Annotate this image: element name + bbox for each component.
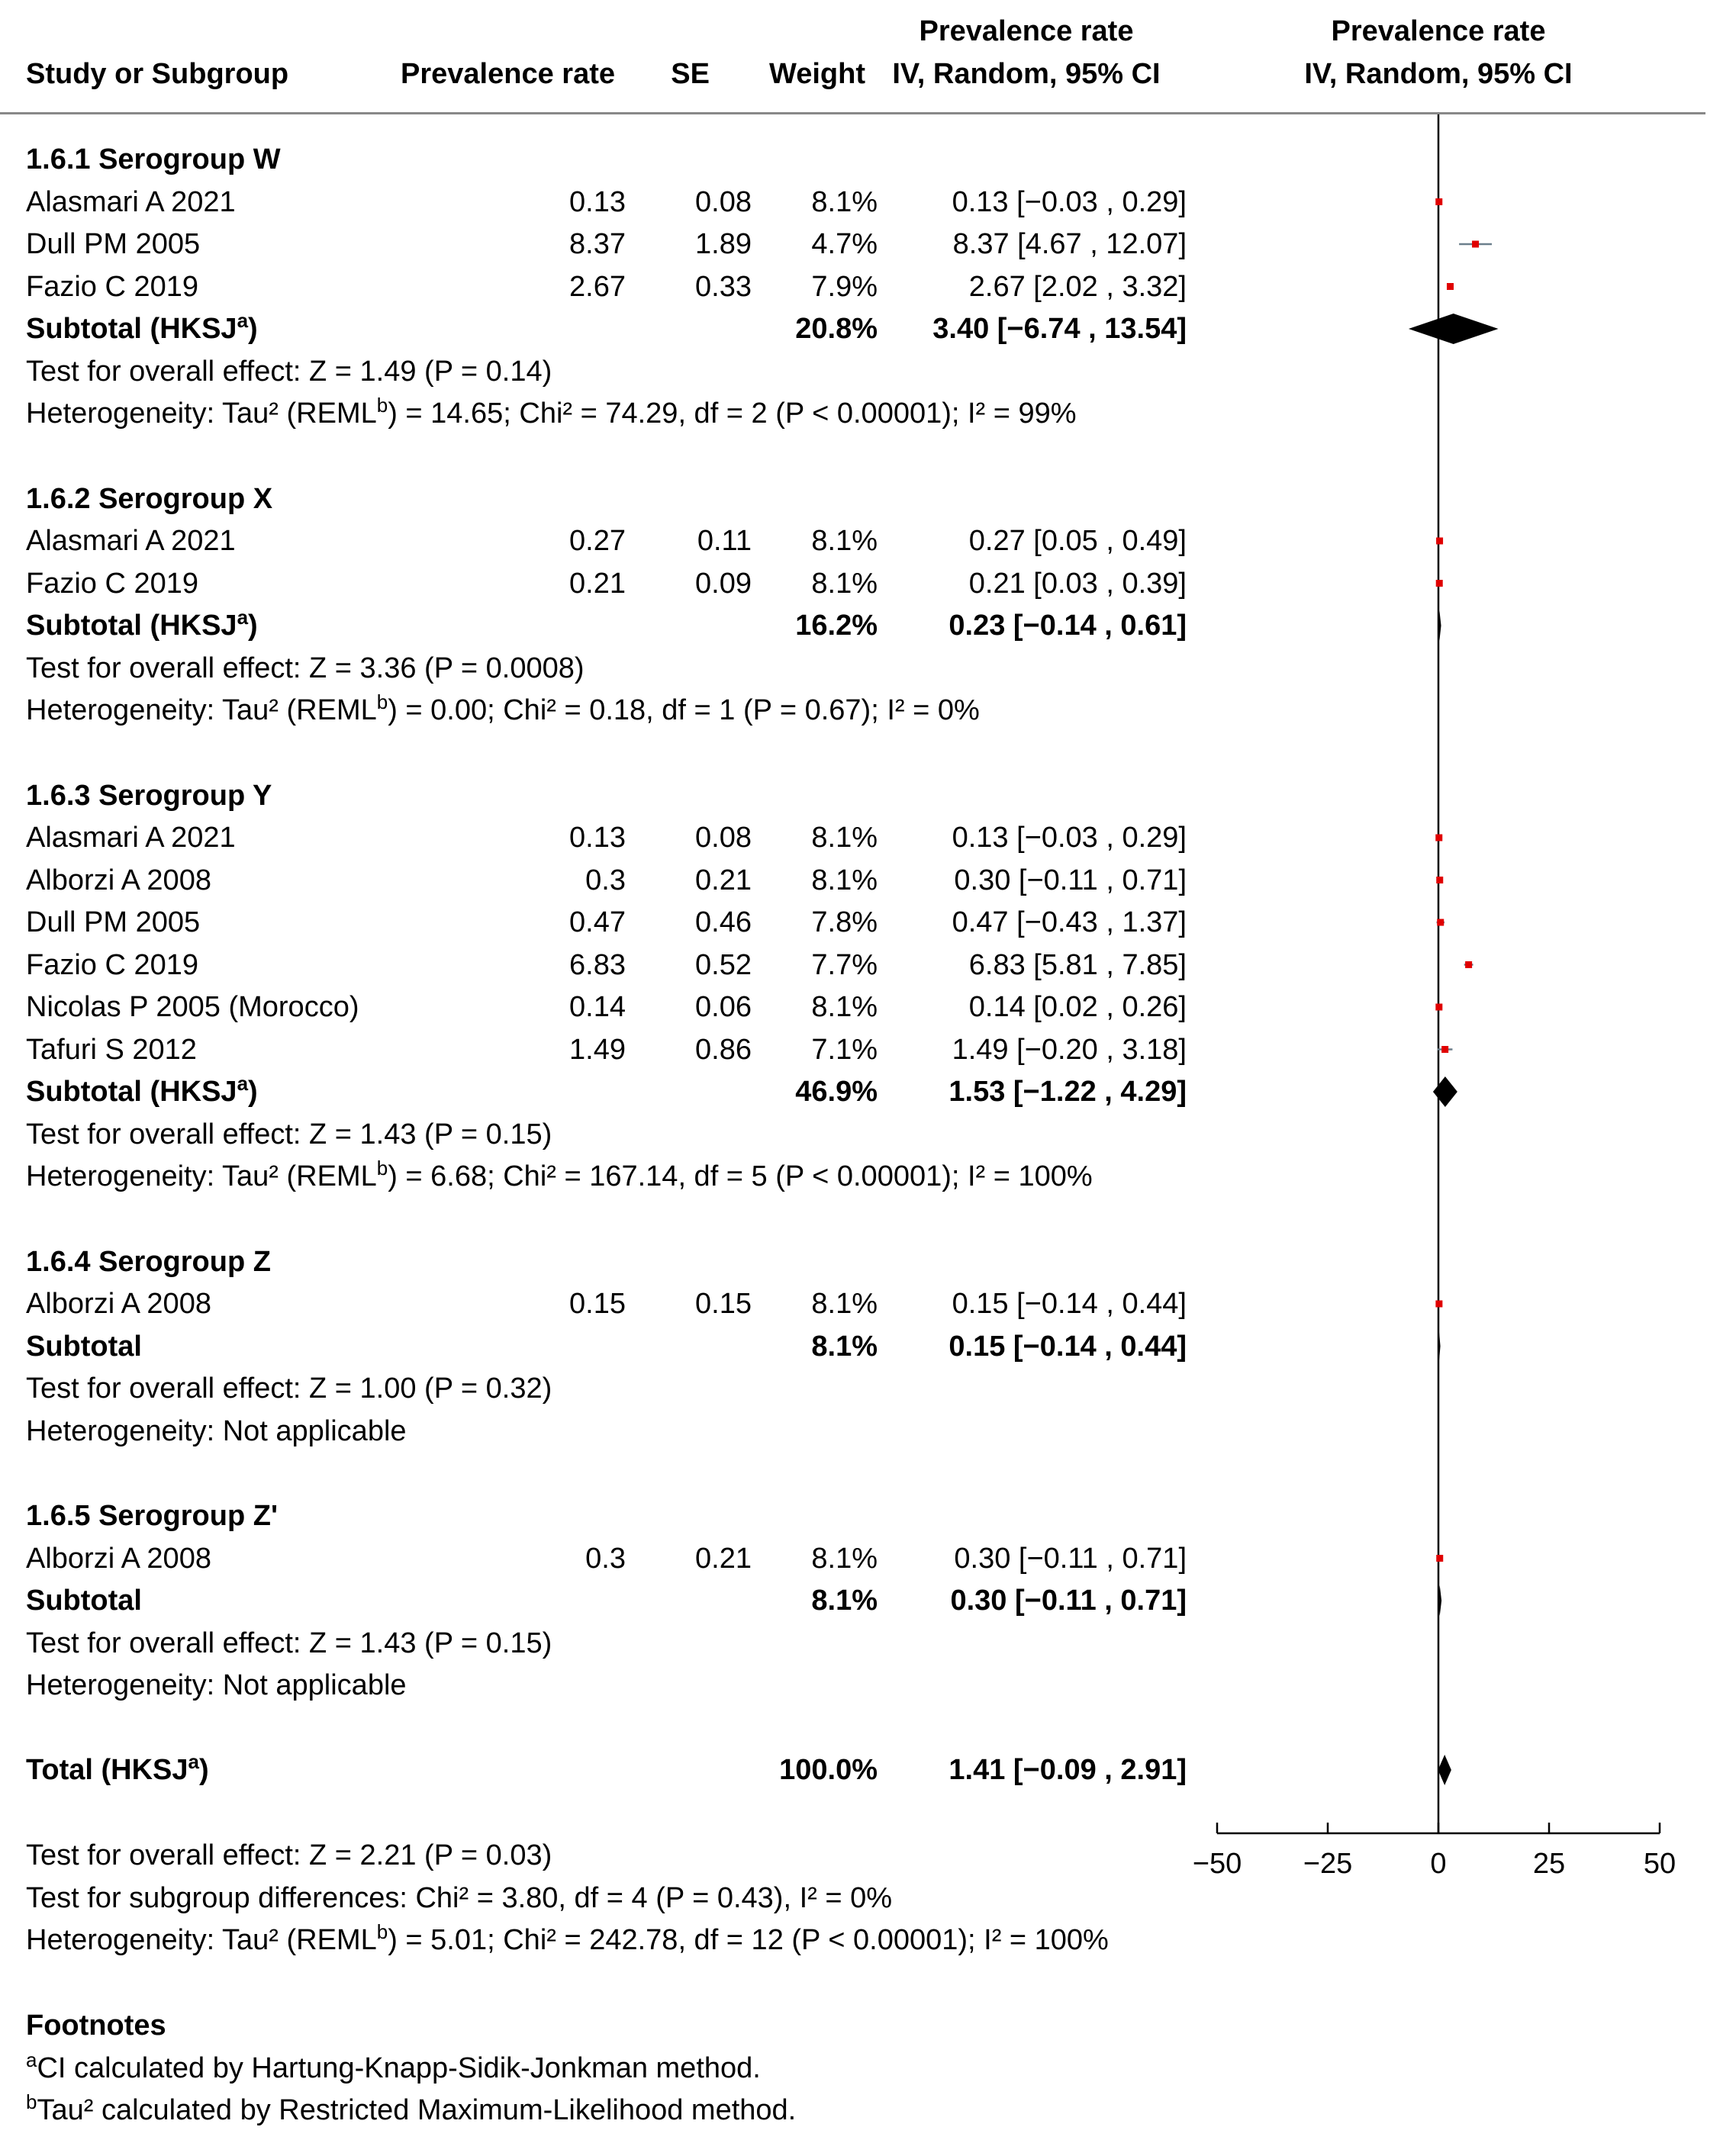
study-name: Alasmari A 2021 xyxy=(26,185,236,218)
overall-effect-test: Test for overall effect: Z = 1.49 (P = 0.14) xyxy=(26,355,552,388)
study-se: 0.52 xyxy=(695,948,752,981)
study-rate: 1.49 xyxy=(569,1033,626,1066)
study-rate: 0.13 xyxy=(569,185,626,218)
footnote-text: Tau² calculated by Restricted Maximum-Likelihood method. xyxy=(37,2094,797,2126)
heterogeneity-tail: ) = 0.00; Chi² = 0.18, df = 1 (P = 0.67); I² = 0% xyxy=(388,694,980,726)
overall-effect-test: Test for overall effect: Z = 1.43 (P = 0.15) xyxy=(26,1627,552,1659)
header-weight: Weight xyxy=(769,58,865,90)
x-tick-label: 50 xyxy=(1643,1848,1676,1880)
footnote-marker: b xyxy=(26,2090,37,2113)
study-se: 0.86 xyxy=(695,1033,752,1066)
subtotal-label-text: Subtotal (HKSJ xyxy=(26,313,237,345)
total-stat-line-text: Test for overall effect: Z = 2.21 (P = 0.03) xyxy=(26,1839,552,1871)
study-weight: 8.1% xyxy=(811,864,878,896)
footnote-marker: a xyxy=(26,2048,37,2071)
heterogeneity-tail: ) = 14.65; Chi² = 74.29, df = 2 (P < 0.00001); I² = 99% xyxy=(388,397,1077,430)
study-rate: 6.83 xyxy=(569,948,626,981)
heterogeneity-text: Heterogeneity: Tau² (REML xyxy=(26,1160,377,1192)
overall-effect-test: Test for overall effect: Z = 1.00 (P = 0.32) xyxy=(26,1372,552,1405)
header-study: Study or Subgroup xyxy=(26,58,289,90)
subgroup-title: 1.6.1 Serogroup W xyxy=(26,143,281,175)
heterogeneity-sup: b xyxy=(376,394,388,417)
header-ci-bottom: IV, Random, 95% CI xyxy=(892,58,1161,90)
study-name: Alborzi A 2008 xyxy=(26,1542,211,1575)
pooled-diamond xyxy=(1409,314,1499,344)
study-ci: 6.83 [5.81 , 7.85] xyxy=(968,948,1187,981)
subgroup-title: 1.6.5 Serogroup Z' xyxy=(26,1500,278,1532)
heterogeneity-text: Heterogeneity: Tau² (REML xyxy=(26,397,377,430)
study-point-marker xyxy=(1465,961,1472,968)
x-tick-label: 0 xyxy=(1430,1848,1447,1880)
study-rate: 0.13 xyxy=(569,822,626,854)
study-rate: 0.27 xyxy=(569,525,626,557)
subtotal-weight: 8.1% xyxy=(811,1330,878,1363)
subtotal-label-sup: a xyxy=(237,1072,249,1095)
total-stat-line-tail: ) = 5.01; Chi² = 242.78, df = 12 (P < 0.00001); I² = 100% xyxy=(388,1924,1109,1956)
study-weight: 7.9% xyxy=(811,270,878,303)
total-label-tail: ) xyxy=(199,1754,209,1786)
total-label-sup: a xyxy=(188,1750,199,1773)
pooled-diamond xyxy=(1438,1755,1451,1785)
study-se: 0.11 xyxy=(697,525,752,557)
study-weight: 8.1% xyxy=(811,822,878,854)
study-ci: 0.13 [−0.03 , 0.29] xyxy=(952,185,1187,218)
study-rate: 8.37 xyxy=(569,228,626,260)
study-ci: 0.47 [−0.43 , 1.37] xyxy=(952,906,1187,938)
study-ci: 0.27 [0.05 , 0.49] xyxy=(968,525,1187,557)
subtotal-label-text: Subtotal (HKSJ xyxy=(26,610,237,642)
study-name: Fazio C 2019 xyxy=(26,948,199,981)
study-weight: 8.1% xyxy=(811,567,878,600)
heterogeneity-text: Heterogeneity: Tau² (REML xyxy=(26,694,377,726)
total-stat-line-text: Heterogeneity: Tau² (REML xyxy=(26,1924,377,1956)
study-rate: 0.21 xyxy=(569,567,626,600)
study-weight: 8.1% xyxy=(811,525,878,557)
study-ci: 0.30 [−0.11 , 0.71] xyxy=(954,1542,1187,1575)
subtotal-label-tail: ) xyxy=(248,610,258,642)
study-ci: 8.37 [4.67 , 12.07] xyxy=(952,228,1187,260)
header-se: SE xyxy=(671,58,710,90)
study-name: Alasmari A 2021 xyxy=(26,822,236,854)
study-name: Nicolas P 2005 (Morocco) xyxy=(26,991,359,1023)
study-se: 0.21 xyxy=(695,1542,752,1575)
study-weight: 7.8% xyxy=(811,906,878,938)
subtotal-ci: 3.40 [−6.74 , 13.54] xyxy=(932,313,1187,345)
study-se: 0.08 xyxy=(695,185,752,218)
study-point-marker xyxy=(1435,1301,1442,1308)
study-se: 0.06 xyxy=(695,991,752,1023)
total-stat-line-sup: b xyxy=(376,1920,388,1943)
overall-effect-test: Test for overall effect: Z = 1.43 (P = 0.15) xyxy=(26,1118,552,1150)
study-se: 0.15 xyxy=(695,1288,752,1320)
subtotal-ci: 1.53 [−1.22 , 4.29] xyxy=(949,1076,1187,1108)
subtotal-label-tail: ) xyxy=(248,1076,258,1108)
study-point-marker xyxy=(1435,198,1442,205)
header-ci-top: Prevalence rate xyxy=(919,15,1134,47)
subtotal-label-text: Subtotal xyxy=(26,1585,142,1617)
study-weight: 4.7% xyxy=(811,228,878,260)
study-point-marker xyxy=(1436,538,1443,545)
subtotal-weight: 16.2% xyxy=(795,610,878,642)
study-name: Fazio C 2019 xyxy=(26,270,199,303)
study-rate: 0.3 xyxy=(585,864,626,896)
subtotal-ci: 0.23 [−0.14 , 0.61] xyxy=(949,610,1187,642)
header-prevalence: Prevalence rate xyxy=(401,58,615,90)
x-tick-label: −50 xyxy=(1192,1848,1242,1880)
study-point-marker xyxy=(1435,835,1442,841)
subgroup-title: 1.6.4 Serogroup Z xyxy=(26,1245,271,1278)
header-plot-top: Prevalence rate xyxy=(1331,15,1546,47)
study-rate: 2.67 xyxy=(569,270,626,303)
study-weight: 7.7% xyxy=(811,948,878,981)
subtotal-weight: 8.1% xyxy=(811,1585,878,1617)
study-name: Alborzi A 2008 xyxy=(26,864,211,896)
overall-effect-test: Test for overall effect: Z = 3.36 (P = 0.0008) xyxy=(26,652,585,684)
subtotal-ci: 0.15 [−0.14 , 0.44] xyxy=(949,1330,1187,1363)
subgroup-title: 1.6.2 Serogroup X xyxy=(26,482,273,515)
x-tick-label: −25 xyxy=(1303,1848,1353,1880)
heterogeneity-text: Heterogeneity: Not applicable xyxy=(26,1414,407,1447)
footnotes-title: Footnotes xyxy=(26,2010,166,2042)
header-plot-bottom: IV, Random, 95% CI xyxy=(1304,58,1573,90)
study-se: 1.89 xyxy=(695,228,752,260)
subtotal-label-text: Subtotal xyxy=(26,1330,142,1363)
subtotal-weight: 46.9% xyxy=(795,1076,878,1108)
study-ci: 0.13 [−0.03 , 0.29] xyxy=(952,822,1187,854)
total-label-text: Total (HKSJ xyxy=(26,1754,188,1786)
subtotal-label-sup: a xyxy=(237,606,249,629)
study-rate: 0.47 xyxy=(569,906,626,938)
study-ci: 0.21 [0.03 , 0.39] xyxy=(968,567,1187,600)
total-ci: 1.41 [−0.09 , 2.91] xyxy=(949,1754,1187,1786)
study-point-marker xyxy=(1436,877,1443,883)
heterogeneity-sup: b xyxy=(376,690,388,713)
subtotal-weight: 20.8% xyxy=(795,313,878,345)
heterogeneity-tail: ) = 6.68; Chi² = 167.14, df = 5 (P < 0.00001); I² = 100% xyxy=(388,1160,1093,1192)
subtotal-label-text: Subtotal (HKSJ xyxy=(26,1076,237,1108)
study-point-marker xyxy=(1437,919,1444,926)
study-weight: 8.1% xyxy=(811,185,878,218)
study-name: Dull PM 2005 xyxy=(26,228,201,260)
study-name: Fazio C 2019 xyxy=(26,567,199,600)
subtotal-ci: 0.30 [−0.11 , 0.71] xyxy=(950,1585,1187,1617)
study-ci: 0.15 [−0.14 , 0.44] xyxy=(952,1288,1187,1320)
study-name: Alborzi A 2008 xyxy=(26,1288,211,1320)
study-point-marker xyxy=(1436,1555,1443,1562)
study-se: 0.21 xyxy=(695,864,752,896)
study-point-marker xyxy=(1436,580,1443,587)
study-name: Alasmari A 2021 xyxy=(26,525,236,557)
study-weight: 8.1% xyxy=(811,1288,878,1320)
study-ci: 0.14 [0.02 , 0.26] xyxy=(968,991,1187,1023)
study-weight: 8.1% xyxy=(811,991,878,1023)
subtotal-label-sup: a xyxy=(237,309,249,332)
total-stat-line-text: Test for subgroup differences: Chi² = 3.80, df = 4 (P = 0.43), I² = 0% xyxy=(26,1881,893,1914)
study-point-marker xyxy=(1441,1046,1448,1053)
study-ci: 1.49 [−0.20 , 3.18] xyxy=(952,1033,1187,1066)
study-weight: 7.1% xyxy=(811,1033,878,1066)
total-weight: 100.0% xyxy=(779,1754,878,1786)
subgroup-title: 1.6.3 Serogroup Y xyxy=(26,779,272,812)
study-rate: 0.3 xyxy=(585,1542,626,1575)
study-rate: 0.15 xyxy=(569,1288,626,1320)
heterogeneity-sup: b xyxy=(376,1157,388,1179)
study-ci: 0.30 [−0.11 , 0.71] xyxy=(954,864,1187,896)
study-ci: 2.67 [2.02 , 3.32] xyxy=(968,270,1187,303)
study-name: Tafuri S 2012 xyxy=(26,1033,197,1066)
study-point-marker xyxy=(1447,283,1454,290)
study-point-marker xyxy=(1435,1004,1442,1011)
study-se: 0.08 xyxy=(695,822,752,854)
study-se: 0.46 xyxy=(695,906,752,938)
study-name: Dull PM 2005 xyxy=(26,906,201,938)
heterogeneity-text: Heterogeneity: Not applicable xyxy=(26,1669,407,1701)
study-se: 0.09 xyxy=(695,567,752,600)
study-rate: 0.14 xyxy=(569,991,626,1023)
study-weight: 8.1% xyxy=(811,1542,878,1575)
pooled-diamond xyxy=(1433,1076,1457,1107)
subtotal-label-tail: ) xyxy=(248,313,258,345)
footnote-text: CI calculated by Hartung-Knapp-Sidik-Jonkman method. xyxy=(37,2051,761,2084)
study-point-marker xyxy=(1472,241,1479,248)
x-tick-label: 25 xyxy=(1532,1848,1566,1880)
study-se: 0.33 xyxy=(695,270,752,303)
